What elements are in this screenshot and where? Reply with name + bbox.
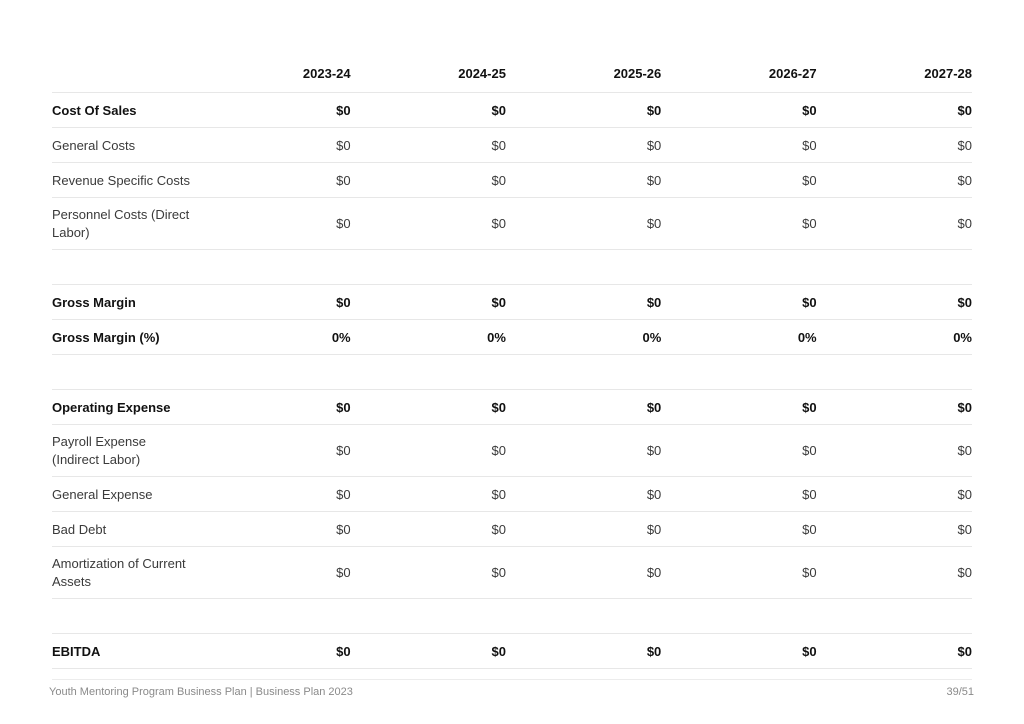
row-value: $0 <box>351 163 506 198</box>
spacer-row <box>52 250 972 285</box>
row-value <box>195 250 350 285</box>
row-value: $0 <box>506 285 661 320</box>
row-value <box>817 250 972 285</box>
row-value <box>661 250 816 285</box>
table-row <box>52 163 972 198</box>
row-value: $0 <box>506 93 661 128</box>
row-value <box>661 599 816 634</box>
row-value: $0 <box>661 198 816 250</box>
row-label <box>52 599 195 634</box>
header-year-cell: 2027-28 <box>817 54 972 93</box>
row-value: $0 <box>661 390 816 425</box>
row-value: $0 <box>195 93 350 128</box>
footer-document-title: Youth Mentoring Program Business Plan | Business Plan 2023 <box>49 686 353 698</box>
table-row <box>52 320 972 355</box>
row-value <box>351 355 506 390</box>
footer-page-number: 39/51 <box>946 686 974 698</box>
row-value <box>661 355 816 390</box>
row-value: $0 <box>351 634 506 669</box>
table-row <box>52 477 972 512</box>
row-value: 0% <box>351 320 506 355</box>
row-value: $0 <box>351 390 506 425</box>
row-value: $0 <box>817 634 972 669</box>
row-value: $0 <box>506 425 661 477</box>
row-value: $0 <box>506 634 661 669</box>
row-value <box>195 355 350 390</box>
row-value: $0 <box>195 634 350 669</box>
row-value: $0 <box>817 547 972 599</box>
row-label: General Costs <box>52 128 195 163</box>
row-value: $0 <box>661 285 816 320</box>
row-value: $0 <box>817 198 972 250</box>
row-value: $0 <box>351 547 506 599</box>
row-value: $0 <box>661 128 816 163</box>
row-value: $0 <box>817 425 972 477</box>
row-value: $0 <box>195 547 350 599</box>
table-row <box>52 512 972 547</box>
row-value: $0 <box>817 285 972 320</box>
row-value: $0 <box>506 390 661 425</box>
row-value: $0 <box>195 477 350 512</box>
table-row <box>52 547 972 599</box>
row-label: Operating Expense <box>52 390 195 425</box>
row-value <box>817 355 972 390</box>
row-value <box>351 250 506 285</box>
row-value: 0% <box>195 320 350 355</box>
table-row <box>52 285 972 320</box>
table-row <box>52 425 972 477</box>
row-label: Gross Margin <box>52 285 195 320</box>
header-year-cell: 2024-25 <box>351 54 506 93</box>
header-year-cell: 2023-24 <box>195 54 350 93</box>
row-label: General Expense <box>52 477 195 512</box>
header-year-cell: 2026-27 <box>661 54 816 93</box>
row-value: $0 <box>661 634 816 669</box>
header-year-cell: 2025-26 <box>506 54 661 93</box>
row-value: 0% <box>506 320 661 355</box>
table-row <box>52 198 972 250</box>
row-value: $0 <box>506 128 661 163</box>
row-value: $0 <box>195 198 350 250</box>
row-value: $0 <box>351 198 506 250</box>
row-value: $0 <box>817 93 972 128</box>
row-value: $0 <box>506 547 661 599</box>
row-label: EBITDA <box>52 634 195 669</box>
row-value <box>351 599 506 634</box>
row-value <box>195 599 350 634</box>
row-value: $0 <box>817 512 972 547</box>
row-value: $0 <box>661 93 816 128</box>
footer-divider <box>52 679 972 680</box>
table-row <box>52 390 972 425</box>
row-value <box>506 355 661 390</box>
row-label <box>52 355 195 390</box>
row-value: $0 <box>661 512 816 547</box>
row-value: $0 <box>661 477 816 512</box>
row-value: $0 <box>661 163 816 198</box>
row-value: $0 <box>506 477 661 512</box>
table-row <box>52 128 972 163</box>
row-value: $0 <box>195 512 350 547</box>
row-label <box>52 250 195 285</box>
row-label: Payroll Expense (Indirect Labor) <box>52 425 195 477</box>
row-value: 0% <box>661 320 816 355</box>
row-value: $0 <box>351 512 506 547</box>
row-value: $0 <box>195 425 350 477</box>
row-value <box>506 599 661 634</box>
row-value: $0 <box>351 93 506 128</box>
row-label: Cost Of Sales <box>52 93 195 128</box>
row-value: $0 <box>351 128 506 163</box>
row-value: $0 <box>351 285 506 320</box>
row-value: $0 <box>195 285 350 320</box>
row-value <box>506 250 661 285</box>
row-value: 0% <box>817 320 972 355</box>
row-value: $0 <box>351 425 506 477</box>
row-value: $0 <box>506 512 661 547</box>
row-value: $0 <box>817 163 972 198</box>
row-value: $0 <box>195 390 350 425</box>
row-value: $0 <box>661 547 816 599</box>
row-label: Personnel Costs (Direct Labor) <box>52 198 195 250</box>
row-label: Revenue Specific Costs <box>52 163 195 198</box>
spacer-row <box>52 355 972 390</box>
row-value: $0 <box>817 128 972 163</box>
row-value: $0 <box>661 425 816 477</box>
row-value: $0 <box>817 390 972 425</box>
row-value: $0 <box>817 477 972 512</box>
row-value: $0 <box>351 477 506 512</box>
financial-table <box>52 54 972 669</box>
row-value: $0 <box>195 163 350 198</box>
row-label: Amortization of Current Assets <box>52 547 195 599</box>
row-value: $0 <box>506 163 661 198</box>
table-row <box>52 634 972 669</box>
row-label: Gross Margin (%) <box>52 320 195 355</box>
row-value: $0 <box>506 198 661 250</box>
row-value <box>817 599 972 634</box>
spacer-row <box>52 599 972 634</box>
row-label: Bad Debt <box>52 512 195 547</box>
row-value: $0 <box>195 128 350 163</box>
table-row <box>52 93 972 128</box>
header-row <box>52 54 972 93</box>
header-label-cell <box>52 54 195 93</box>
